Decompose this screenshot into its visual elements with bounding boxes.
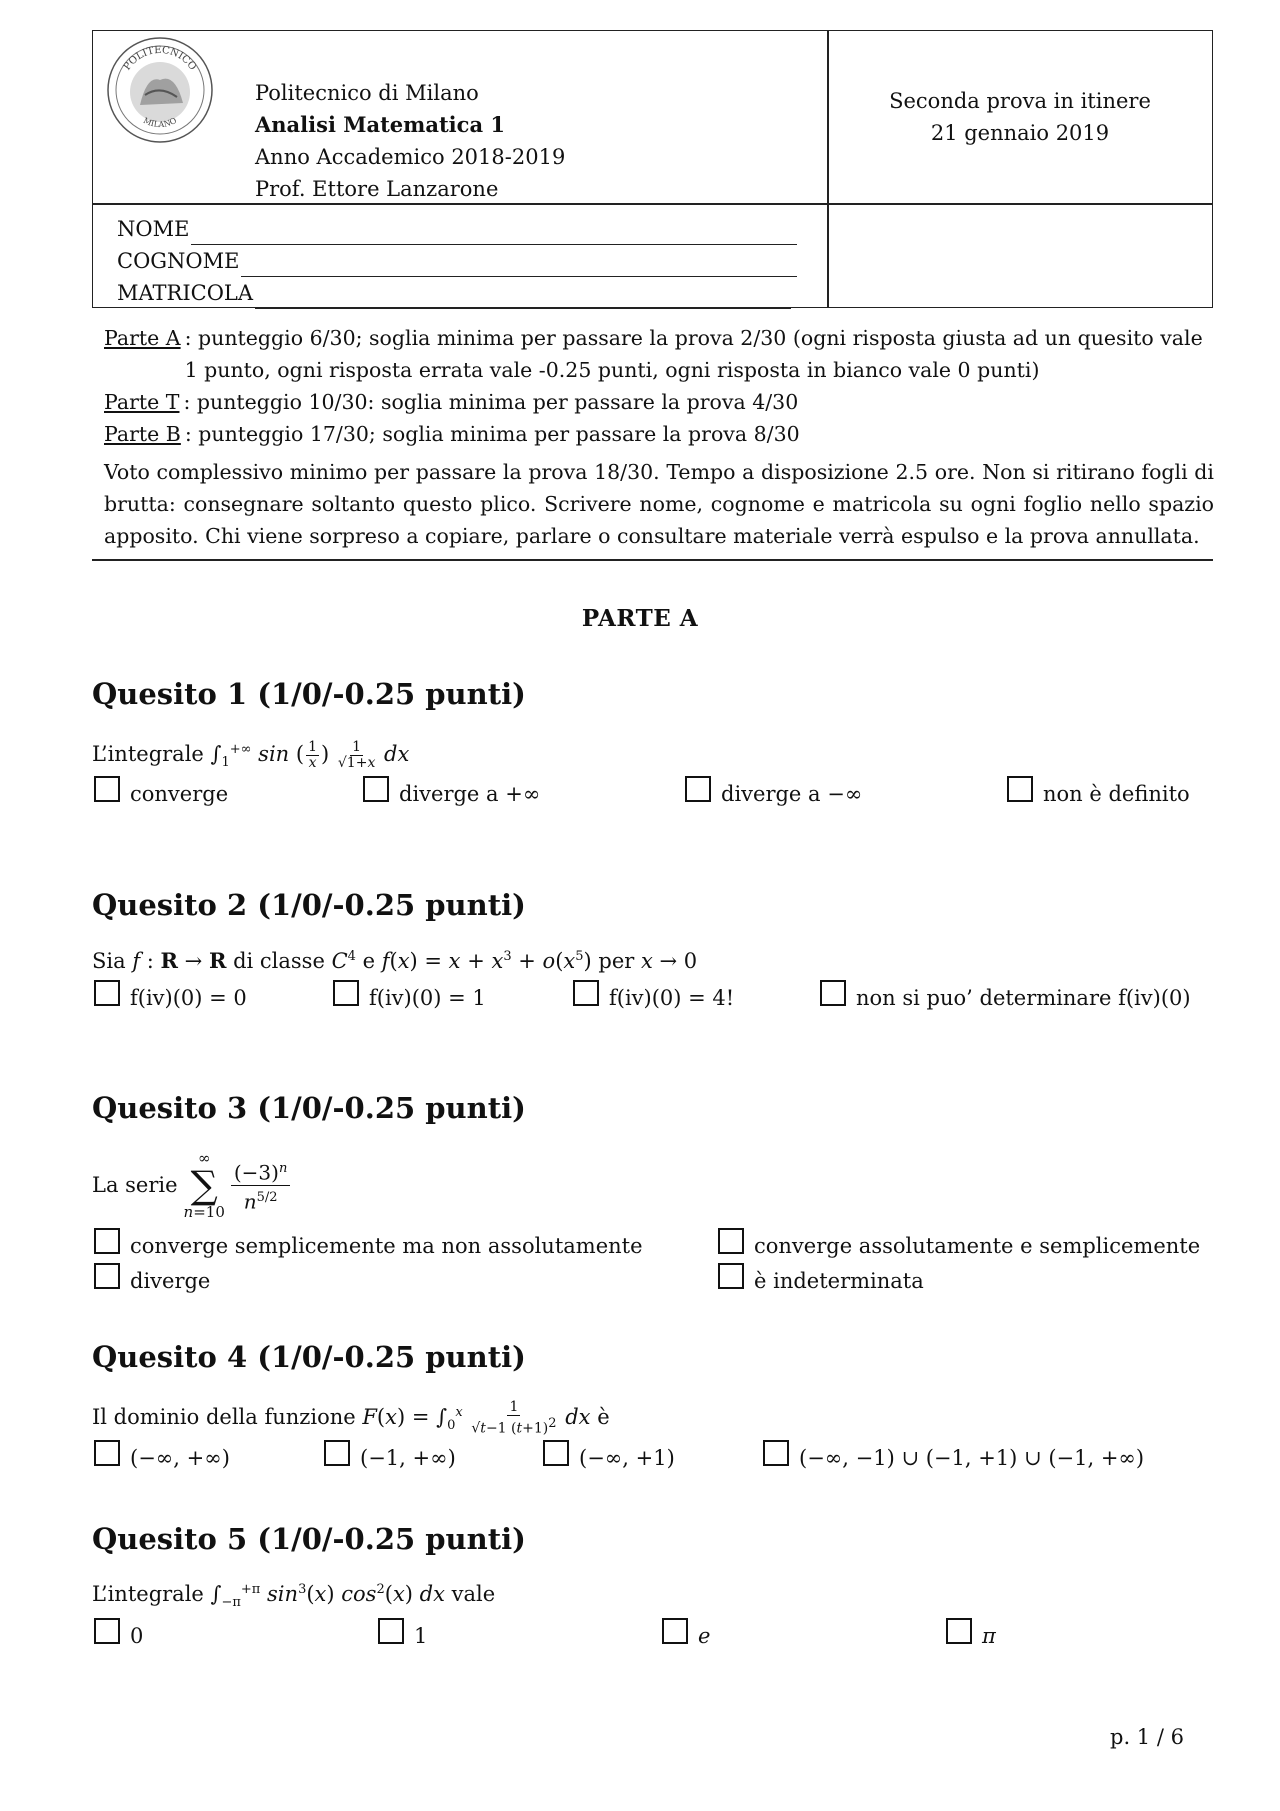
option-label: f(iv)(0) = 0 bbox=[130, 986, 247, 1010]
exam-info bbox=[828, 31, 1212, 203]
nome-label: NOME bbox=[117, 217, 190, 241]
option-label: è indeterminata bbox=[754, 1269, 924, 1293]
checkbox[interactable] bbox=[94, 1618, 120, 1644]
question-4-option-4[interactable] bbox=[763, 1440, 1145, 1470]
checkbox[interactable] bbox=[573, 980, 599, 1006]
rule-label: Parte A bbox=[104, 326, 181, 350]
checkbox[interactable] bbox=[763, 1440, 789, 1466]
question-5-option-3[interactable] bbox=[662, 1618, 711, 1648]
course-name: Analisi Matematica 1 bbox=[255, 112, 505, 137]
question-4-option-3[interactable] bbox=[543, 1440, 675, 1470]
question-5-text: L’integrale $\int_{-\pi}^{+\pi}$ $\sin^3(x)$ $\cos^2(x)$ dx vale bbox=[92, 1582, 496, 1611]
rule-text: : punteggio 6/30; soglia minima per passare la prova 2/30 (ogni risposta giusta ad un quesito vale 1 punto, ogni risposta errata vale -0.25 punti, ogni risposta in bianco vale 0 punti) bbox=[184, 326, 1203, 382]
exam-date: 21 gennaio 2019 bbox=[930, 121, 1110, 145]
checkbox[interactable] bbox=[94, 980, 120, 1006]
exam-name: Seconda prova in itinere bbox=[889, 89, 1151, 113]
option-label: π bbox=[982, 1624, 996, 1648]
question-5-option-4[interactable] bbox=[946, 1618, 996, 1648]
checkbox[interactable] bbox=[1007, 776, 1033, 802]
question-1-option-1[interactable] bbox=[94, 776, 229, 806]
option-label: (−∞, +1) bbox=[579, 1446, 675, 1470]
cognome-field[interactable] bbox=[117, 245, 797, 277]
cognome-label: COGNOME bbox=[117, 249, 240, 273]
question-3-text: La serie ∞ ∑ n=10 $(-3)^n$ $n^{5/2}$ bbox=[92, 1150, 290, 1220]
option-label: diverge a −∞ bbox=[721, 782, 863, 806]
university-name: Politecnico di Milano bbox=[255, 81, 479, 105]
question-3-title: Quesito 3 (1/0/-0.25 punti) bbox=[92, 1091, 526, 1125]
question-4-option-2[interactable] bbox=[324, 1440, 456, 1470]
question-5-option-2[interactable] bbox=[378, 1618, 428, 1648]
checkbox[interactable] bbox=[662, 1618, 688, 1644]
scoring-rules bbox=[104, 322, 1204, 450]
rule-label: Parte B bbox=[104, 422, 181, 446]
option-label: diverge a +∞ bbox=[399, 782, 541, 806]
rule-text: : punteggio 10/30: soglia minima per passare la prova 4/30 bbox=[183, 390, 799, 414]
university-seal-icon bbox=[105, 35, 215, 145]
rule-label: Parte T bbox=[104, 390, 180, 414]
option-label: (−1, +∞) bbox=[360, 1446, 456, 1470]
checkbox[interactable] bbox=[543, 1440, 569, 1466]
checkbox[interactable] bbox=[378, 1618, 404, 1644]
checkbox[interactable] bbox=[94, 1228, 120, 1254]
option-label: diverge bbox=[130, 1269, 211, 1293]
question-3-option-1[interactable] bbox=[94, 1228, 643, 1258]
rule-parte-a bbox=[104, 322, 1204, 386]
option-label: converge assolutamente e semplicemente bbox=[754, 1234, 1201, 1258]
part-title: PARTE A bbox=[581, 605, 699, 632]
option-label: 0 bbox=[130, 1624, 144, 1648]
student-fields bbox=[117, 213, 797, 309]
option-label: converge semplicemente ma non assolutamente bbox=[130, 1234, 643, 1258]
option-label: f(iv)(0) = 4! bbox=[609, 986, 735, 1010]
checkbox[interactable] bbox=[685, 776, 711, 802]
seal-bottom-text: MILANO bbox=[141, 115, 179, 130]
question-3-option-4[interactable] bbox=[718, 1263, 924, 1293]
separator-line bbox=[92, 559, 1213, 561]
question-4-title: Quesito 4 (1/0/-0.25 punti) bbox=[92, 1340, 526, 1374]
checkbox[interactable] bbox=[946, 1618, 972, 1644]
rule-parte-t bbox=[104, 386, 1204, 418]
question-3-option-2[interactable] bbox=[718, 1228, 1201, 1258]
professor-name: Prof. Ettore Lanzarone bbox=[255, 177, 499, 201]
option-label: 1 bbox=[414, 1624, 428, 1648]
question-5-title: Quesito 5 (1/0/-0.25 punti) bbox=[92, 1522, 526, 1556]
checkbox[interactable] bbox=[718, 1263, 744, 1289]
option-label: (−∞, −1) ∪ (−1, +1) ∪ (−1, +∞) bbox=[799, 1446, 1145, 1470]
question-4-option-1[interactable] bbox=[94, 1440, 230, 1470]
nome-line[interactable] bbox=[191, 220, 797, 245]
matricola-field[interactable] bbox=[117, 277, 797, 309]
question-1-option-3[interactable] bbox=[685, 776, 863, 806]
question-2-title: Quesito 2 (1/0/-0.25 punti) bbox=[92, 888, 526, 922]
nome-field[interactable] bbox=[117, 213, 797, 245]
question-1-title: Quesito 1 (1/0/-0.25 punti) bbox=[92, 677, 526, 711]
checkbox[interactable] bbox=[324, 1440, 350, 1466]
option-label: non si puo’ determinare f(iv)(0) bbox=[856, 986, 1191, 1010]
checkbox[interactable] bbox=[718, 1228, 744, 1254]
question-3-option-3[interactable] bbox=[94, 1263, 211, 1293]
rule-text: : punteggio 17/30; soglia minima per passare la prova 8/30 bbox=[184, 422, 800, 446]
option-label: f(iv)(0) = 1 bbox=[369, 986, 486, 1010]
question-1-option-4[interactable] bbox=[1007, 776, 1190, 806]
question-2-option-3[interactable] bbox=[573, 980, 735, 1010]
exam-notice: Voto complessivo minimo per passare la prova 18/30. Tempo a disposizione 2.5 ore. Non si ritirano fogli di brutta: consegnare soltanto questo plico. Scrivere nome, cognome e matricola su ogni foglio nello spazio apposito. Chi viene sorpreso a copiare, parlare o consultare materiale verrà espulso e la prova annullata. bbox=[104, 460, 1214, 548]
academic-year: Anno Accademico 2018-2019 bbox=[255, 145, 566, 169]
option-label: non è definito bbox=[1043, 782, 1190, 806]
question-2-option-4[interactable] bbox=[820, 980, 1191, 1010]
checkbox[interactable] bbox=[94, 776, 120, 802]
option-label: e bbox=[698, 1624, 711, 1648]
question-2-text: Sia f : R → R di classe $C^4$ e $f(x) = x + x^3 + o(x^5)$ per x → 0 bbox=[92, 948, 698, 973]
seal-top-text: POLITECNICO bbox=[121, 44, 199, 73]
header-table bbox=[92, 30, 1213, 308]
matricola-line[interactable] bbox=[255, 284, 791, 309]
option-label: (−∞, +∞) bbox=[130, 1446, 230, 1470]
cognome-line[interactable] bbox=[241, 252, 797, 277]
checkbox[interactable] bbox=[820, 980, 846, 1006]
question-2-option-2[interactable] bbox=[333, 980, 486, 1010]
checkbox[interactable] bbox=[94, 1263, 120, 1289]
question-1-text: L’integrale $\int_1^{+\infty}$ sin ( $\frac{1}{x}$ ) $\frac{1}{√1+x}$ dx bbox=[92, 739, 410, 771]
question-5-option-1[interactable] bbox=[94, 1618, 144, 1648]
checkbox[interactable] bbox=[333, 980, 359, 1006]
checkbox[interactable] bbox=[94, 1440, 120, 1466]
rule-parte-b bbox=[104, 418, 1204, 450]
option-label: converge bbox=[130, 782, 229, 806]
checkbox[interactable] bbox=[363, 776, 389, 802]
matricola-label: MATRICOLA bbox=[117, 281, 254, 305]
course-info bbox=[255, 77, 565, 205]
question-1-option-2[interactable] bbox=[363, 776, 541, 806]
question-2-option-1[interactable] bbox=[94, 980, 247, 1010]
question-4-text: Il dominio della funzione $F(x) = \int_0^x$ $\frac{1}{√t-1 (t+1)^2}$ dx è bbox=[92, 1399, 610, 1437]
page-number: p. 1 / 6 bbox=[1110, 1725, 1184, 1749]
